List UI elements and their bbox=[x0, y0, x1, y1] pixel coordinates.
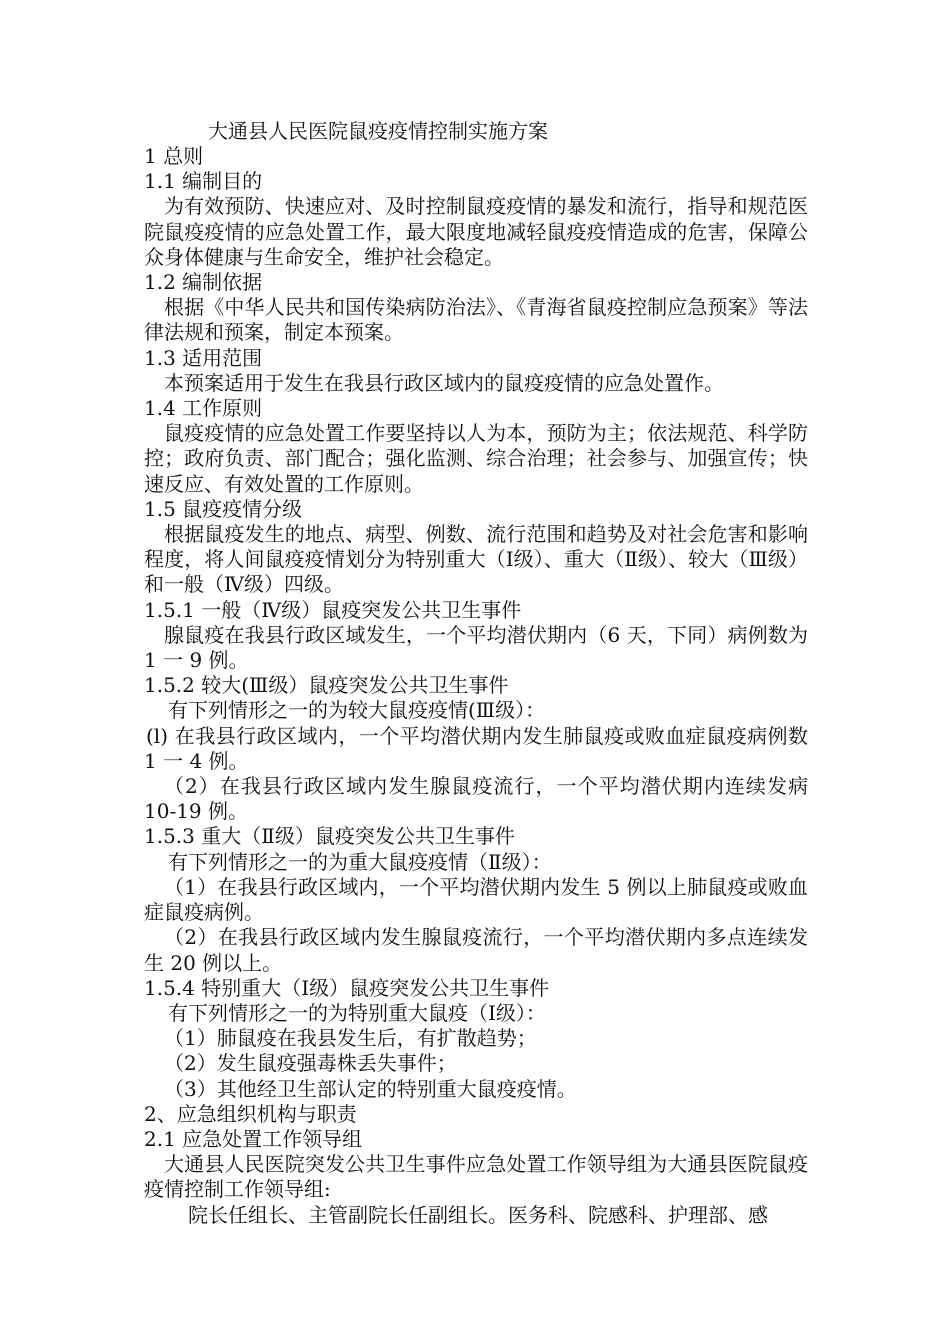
section-heading: 1.2 编制依据 bbox=[144, 270, 263, 295]
section-heading: 1.5.4 特别重大（Ⅰ级）鼠疫突发公共卫生事件 bbox=[144, 975, 550, 1000]
section-heading: 2.1 应急处置工作领导组 bbox=[144, 1126, 363, 1151]
list-item: （2）在我县行政区域内发生腺鼠疫流行，一个平均潜伏期内连续发病 10-19 例。 bbox=[144, 774, 808, 824]
document-title: 大通县人民医院鼠疫疫情控制实施方案 bbox=[208, 119, 548, 143]
section-heading: 1.3 适用范围 bbox=[144, 345, 263, 370]
paragraph: 有下列情形之一的为重大鼠疫疫情（Ⅱ级）： bbox=[168, 849, 552, 874]
paragraph: 本预案适用于发生在我县行政区域内的鼠疫疫情的应急处置作。 bbox=[164, 370, 724, 395]
section-heading: 1 总则 bbox=[144, 144, 204, 168]
list-item: （3）其他经卫生部认定的特别重大鼠疫疫情。 bbox=[164, 1076, 577, 1101]
paragraph: 有下列情形之一的为较大鼠疫疫情(Ⅲ级）： bbox=[168, 698, 546, 723]
list-item: (l) 在我县行政区域内，一个平均潜伏期内发生肺鼠疫或败血症鼠疫病例数 1 一 4 例。 bbox=[144, 723, 808, 773]
section-heading: 2、应急组织机构与职责 bbox=[144, 1101, 357, 1126]
list-item: （1）在我县行政区域内，一个平均潜伏期内发生 5 例以上肺鼠疫或败血症鼠疫病例。 bbox=[144, 874, 808, 925]
section-heading: 1.4 工作原则 bbox=[144, 396, 263, 421]
paragraph: 院长任组长、主管副院长任副组长。医务科、院感科、护理部、感 bbox=[188, 1202, 768, 1227]
section-heading: 1.5.2 较大(Ⅲ级）鼠疫突发公共卫生事件 bbox=[144, 673, 509, 698]
paragraph: 大通县人民医院突发公共卫生事件应急处置工作领导组为大通县医院鼠疫疫情控制工作领导组: bbox=[144, 1152, 808, 1202]
paragraph: 有下列情形之一的为特别重大鼠疫（Ⅰ级）： bbox=[168, 1000, 546, 1025]
paragraph: 鼠疫疫情的应急处置工作要坚持以人为本，预防为主；依法规范、科学防控；政府负责、部门配合；强化监测、综合治理；社会参与、加强宣传；快速反应、有效处置的工作原则。 bbox=[144, 421, 808, 496]
section-heading: 1.5 鼠疫疫情分级 bbox=[144, 496, 303, 521]
list-item: （2）在我县行政区域内发生腺鼠疫流行，一个平均潜伏期内多点连续发生 20 例以上。 bbox=[144, 925, 808, 975]
section-heading: 1.5.3 重大（Ⅱ级）鼠疫突发公共卫生事件 bbox=[144, 824, 515, 849]
paragraph: 根据鼠疫发生的地点、病型、例数、流行范围和趋势及对社会危害和影响程度，将人间鼠疫疫情划分为特别重大（Ⅰ级）、重大（Ⅱ级）、较大（Ⅲ级）和一般（Ⅳ级）四级。 bbox=[144, 522, 808, 597]
list-item: （1）肺鼠疫在我县发生后，有扩散趋势； bbox=[164, 1026, 537, 1051]
paragraph: 根据《中华人民共和国传染病防治法》、《青海省鼠疫控制应急预案》等法律法规和预案，制定本预案。 bbox=[144, 295, 808, 345]
section-heading: 1.1 编制目的 bbox=[144, 169, 263, 194]
document-body bbox=[144, 118, 808, 1228]
paragraph: 为有效预防、快速应对、及时控制鼠疫疫情的暴发和流行，指导和规范医院鼠疫疫情的应急处置工作，最大限度地减轻鼠疫疫情造成的危害，保障公众身体健康与生命安全，维护社会稳定。 bbox=[144, 194, 808, 269]
section-heading: 1.5.1 一般（Ⅳ级）鼠疫突发公共卫生事件 bbox=[144, 597, 522, 622]
list-item: （2）发生鼠疫强毒株丢失事件； bbox=[164, 1051, 457, 1076]
paragraph: 腺鼠疫在我县行政区域发生，一个平均潜伏期内（6 天，下同）病例数为 1 一 9 例。 bbox=[144, 622, 808, 673]
